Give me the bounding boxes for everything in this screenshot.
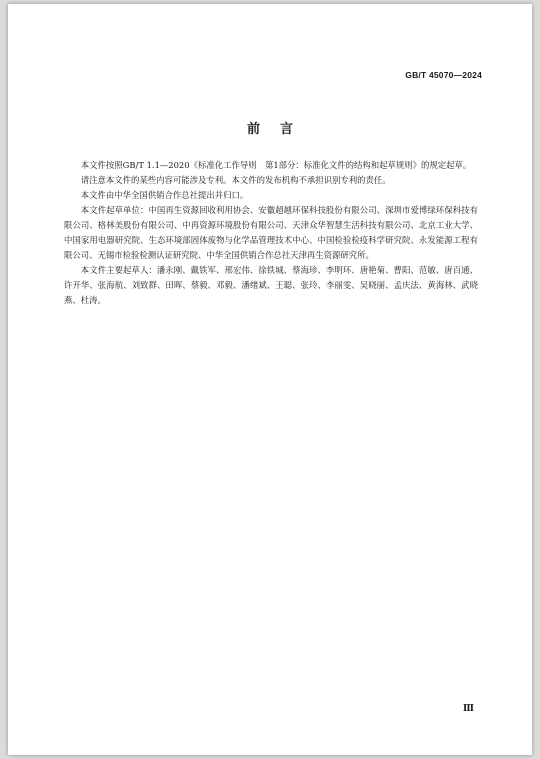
document-body (64, 158, 478, 308)
page-title: 前言 (246, 122, 313, 137)
page-number: Ⅲ (463, 703, 474, 713)
standard-code: GB/T 45070—2024 (405, 70, 482, 80)
paragraph-drafters: 本文件主要起草人：潘永刚、戴铁军、邢宏伟、徐铁城、蔡海珍、李明环、唐艳菊、曹阳、范敏、唐百通、许开华、张海航、刘致群、田晖、蔡毅、邓毅、潘绪斌、王聪、张玲、李丽雯、吴晓丽、孟庆法、黄海林、武晓燕、杜涛。 (64, 265, 478, 305)
paragraph-drafting-rules: 本文件按照GB/T 1.1—2020《标准化工作导则 第1部分：标准化文件的结构和起草规则》的规定起草。 (80, 160, 472, 170)
paragraph-drafting-units: 本文件起草单位：中国再生资源回收利用协会、安徽超越环保科技股份有限公司、深圳市爱博绿环保科技有限公司、格林美股份有限公司、中再资源环境股份有限公司、天津众华智慧生活科技有限公司、北京工业大学、中国家用电器研究院、生态环境部固体废物与化学品管理技术中心、中国检验检疫科学研究院、永发能源工程有限公司、无锡市检验检测认证研究院、中华全国供销合作总社天津再生资源研究所。 (64, 205, 478, 260)
paragraph-proposer: 本文件由中华全国供销合作总社提出并归口。 (80, 190, 249, 200)
paragraph-patent-notice: 请注意本文件的某些内容可能涉及专利。本文件的发布机构不承担识别专利的责任。 (80, 175, 391, 185)
document-page (8, 4, 532, 755)
